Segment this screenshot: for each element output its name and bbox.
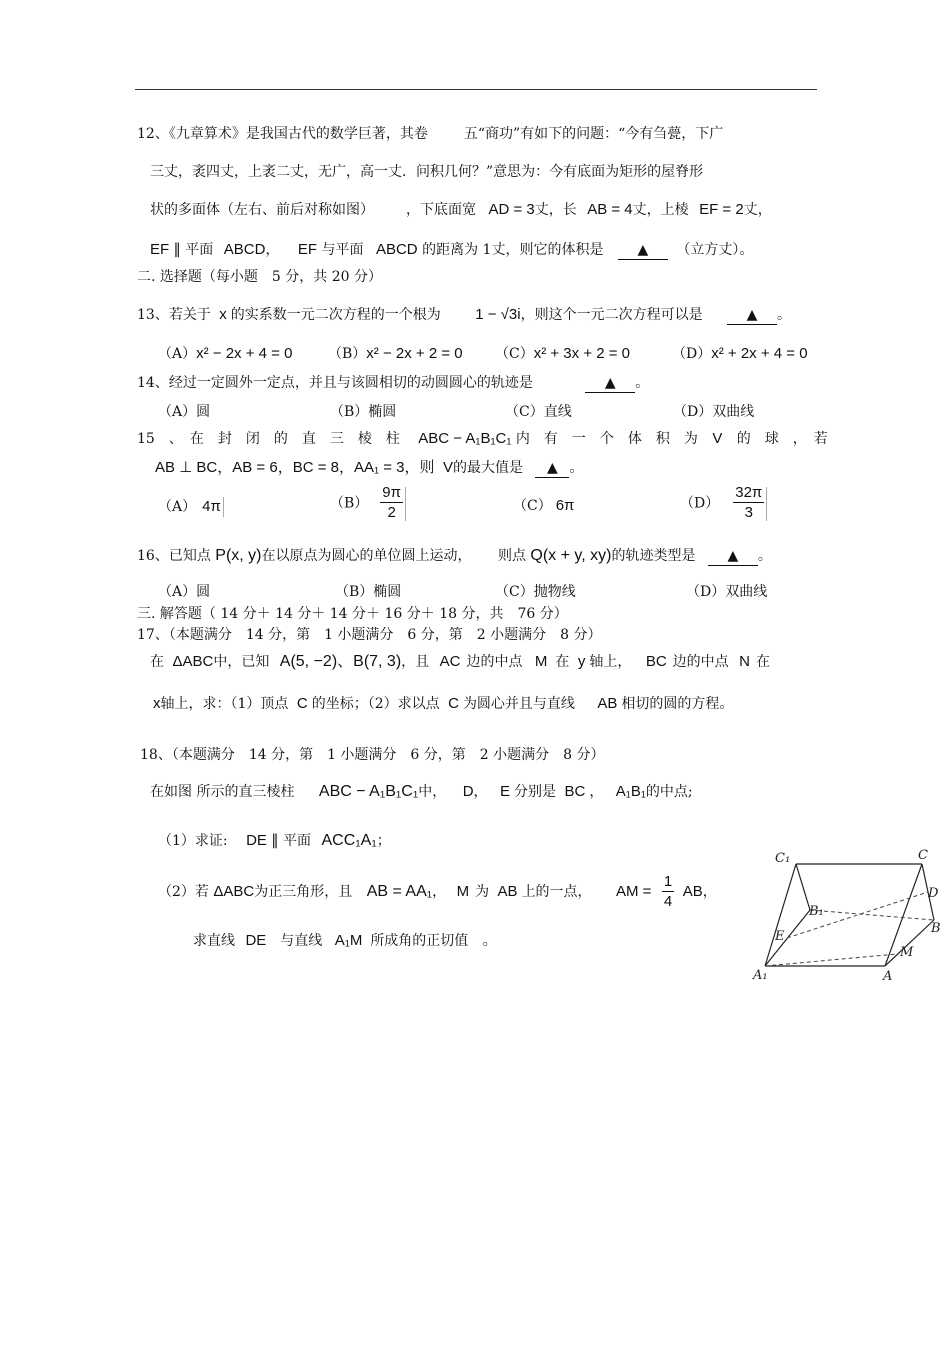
q17-text: 轴上， (589, 654, 632, 670)
math-plane: ACC₁A₁ (321, 832, 377, 849)
option-label: （C） (495, 346, 534, 362)
q13-text: 的实系数一元二次方程的一个根为 (230, 307, 441, 323)
q18-text: ， (432, 884, 447, 900)
q13-option-b[interactable] (328, 345, 463, 363)
q18-heading: 18、（本题满分 14 分，第 1 小题满分 6 分，第 2 小题满分 8 分） (140, 747, 605, 763)
math-de: DE ∥ (246, 832, 279, 849)
q12-text: 的距离为 1丈，则它的体积是 (422, 242, 604, 258)
q18-text: ， (589, 784, 604, 800)
answer-blank[interactable]: ▲ (585, 374, 635, 393)
math-bc: BC (564, 783, 586, 800)
q18-text: ， (702, 884, 717, 900)
option-expr: x² − 2x + 4 = 0 (196, 345, 293, 362)
math-fraction (662, 873, 674, 912)
fraction-numerator: 9π (382, 484, 401, 501)
q12-text: 与平面 (321, 242, 364, 258)
header-rule (135, 89, 817, 90)
q18-text: 。 (482, 933, 497, 949)
q16-text: 在以原点为圆心的单位圆上运动， (261, 548, 472, 564)
q18-part-1 (158, 832, 391, 850)
label-b: B (931, 921, 941, 936)
option-label: （B） (328, 346, 367, 362)
q17-text: 相切的圆的方程。 (621, 696, 734, 712)
q12-text: 12、《九章算术》是我国古代的数学巨著，其卷 (137, 126, 428, 142)
q15-option-c[interactable] (513, 497, 574, 515)
q14-stem (137, 374, 649, 393)
q17-line-2 (153, 695, 733, 713)
fraction-numerator: 1 (663, 872, 673, 890)
option-label: （D） (680, 495, 720, 512)
answer-blank[interactable]: ▲ (618, 241, 668, 260)
option-label: （D） (673, 404, 713, 420)
q18-text: 在如图 所示的直三棱柱 (150, 784, 295, 800)
q16-text: 。 (757, 548, 772, 564)
q12-line-1 (137, 125, 723, 143)
math-ef: EF = 2 (699, 201, 744, 218)
math-de: DE (245, 932, 267, 949)
prism-figure (745, 845, 945, 985)
q12-text: 丈， (743, 202, 772, 218)
option-label: （B） (335, 584, 374, 600)
option-label: （D） (686, 584, 726, 600)
math-conditions: AB ⊥ BC，AB = 6，BC = 8，AA₁ = 3，则 (155, 459, 435, 476)
answer-blank[interactable]: ▲ (535, 459, 569, 478)
math-ef-parallel: EF ∥ (150, 241, 181, 258)
q12-text: ，下底面宽 (406, 202, 476, 218)
math-v: V (712, 430, 723, 447)
fraction-numerator: 32π (735, 484, 763, 501)
math-d: D (462, 783, 474, 800)
option-text: 椭圆 (373, 584, 402, 600)
q14-option-a[interactable] (158, 403, 210, 421)
option-label: （A） (158, 584, 197, 600)
math-ab: AB = 4 (587, 201, 633, 218)
q15-line-2 (155, 459, 583, 478)
option-text: 双曲线 (725, 584, 768, 600)
label-a1: A₁ (753, 968, 768, 983)
q17-text: 边的中点 (466, 654, 523, 670)
math-c: C (296, 695, 308, 712)
divider (223, 497, 224, 517)
q18-text: （2）若 (158, 884, 209, 900)
math-abcd: ABCD (223, 241, 266, 258)
option-text: 抛物线 (533, 584, 576, 600)
option-fraction (380, 484, 403, 523)
label-b1: B₁ (809, 904, 824, 919)
q18-text: 分别是 (514, 784, 557, 800)
math-n: N (739, 653, 750, 670)
math-triangle: ΔABC (172, 653, 214, 670)
math-root: 1 − √3i (475, 306, 521, 323)
q12-line-2: 三丈，袤四丈，上袤二丈，无广，高一丈．问积几何？”意思为：今有底面为矩形的屋脊形 (150, 164, 704, 180)
q13-option-a[interactable] (158, 345, 292, 363)
q17-text: 中，已知 (213, 654, 270, 670)
q12-text: 状的多面体（左右、前后对称如图） (150, 202, 374, 218)
option-label: （A） (158, 346, 197, 362)
label-e: E (775, 929, 785, 944)
option-expr: x² + 2x + 4 = 0 (711, 345, 808, 362)
q15-text: 。 (569, 460, 584, 476)
q18-text: 为 (475, 884, 490, 900)
q14-text: 14、经过一定圆外一定点，并且与该圆相切的动圆圆心的轨迹是 (137, 375, 533, 391)
math-prism: ABC − A₁B₁C₁ (418, 430, 512, 447)
math-ab: AB (597, 695, 618, 712)
option-fraction (733, 484, 764, 523)
option-value: 4π (202, 498, 221, 515)
label-a: A (883, 969, 893, 984)
q17-text: 在 (555, 654, 570, 670)
q16-option-b[interactable] (335, 583, 401, 601)
math-abcd: ABCD (375, 241, 418, 258)
q15-text: 内 有 一 个 体 积 为 (515, 431, 698, 447)
option-text: 圆 (196, 404, 211, 420)
math-ad: AD = 3 (488, 201, 535, 218)
option-text: 直线 (543, 404, 572, 420)
q13-stem (137, 306, 791, 325)
math-ac: AC (439, 653, 461, 670)
section-3-heading: 三. 解答题（ 14 分＋ 14 分＋ 14 分＋ 16 分＋ 18 分，共 76 分） (137, 606, 568, 622)
segment-a1-m (765, 954, 897, 966)
math-bc: BC (645, 653, 667, 670)
option-label: （B） (330, 404, 369, 420)
q16-option-a[interactable] (158, 583, 210, 601)
q16-text: 16、已知点 (137, 548, 211, 564)
q17-text: 在 (150, 654, 164, 670)
fraction-denominator: 4 (663, 892, 673, 910)
q15-text: 15 、 在 封 闭 的 直 三 棱 柱 (137, 431, 400, 447)
math-triangle: ΔABC (213, 883, 255, 900)
divider (405, 487, 406, 521)
option-label: （B） (330, 495, 369, 512)
math-a1m: A₁M (334, 932, 363, 949)
q16-stem (137, 547, 772, 566)
q14-text: 。 (635, 375, 650, 391)
q16-text: 则点 (497, 548, 526, 564)
q14-option-d[interactable] (673, 403, 754, 421)
option-label: （C） (495, 584, 534, 600)
fraction-denominator: 3 (744, 504, 753, 521)
q18-text: 为正三角形，且 (254, 884, 353, 900)
q18-text: 中， (418, 784, 447, 800)
q17-text: 的坐标；（2）求以点 (311, 696, 440, 712)
option-label: （A） (158, 404, 197, 420)
math-ef: EF (297, 241, 318, 258)
option-text: 椭圆 (368, 404, 397, 420)
q18-text: 求直线 (193, 933, 235, 949)
q17-heading: 17、（本题满分 14 分，第 1 小题满分 6 分，第 2 小题满分 8 分） (137, 627, 602, 643)
q18-text: 上的一点， (521, 884, 592, 900)
q13-text: ，则这个一元二次方程可以是 (520, 307, 703, 323)
label-c1: C₁ (775, 851, 791, 866)
q18-text: （1）求证: (158, 833, 228, 849)
q18-text: 的中点; (645, 784, 693, 800)
math-m: M (534, 653, 548, 670)
q12-text: 丈，长 (534, 202, 577, 218)
option-expr: x² + 3x + 2 = 0 (533, 345, 631, 362)
label-m: M (900, 945, 914, 960)
q12-text: 丈，上棱 (632, 202, 689, 218)
q12-line-4 (150, 241, 753, 260)
q12-text: （立方丈）。 (676, 242, 754, 258)
q14-option-c[interactable] (505, 403, 572, 421)
q18-text: ； (376, 833, 391, 849)
option-label: （A） (158, 499, 197, 515)
math-points: A(5, −2)、B(7, 3) (279, 653, 402, 670)
q12-text: ， (265, 242, 280, 258)
math-m: M (456, 883, 470, 900)
q17-text: ，且 (401, 654, 430, 670)
q13-option-c[interactable] (495, 345, 630, 363)
q15-option-d[interactable] (680, 484, 767, 523)
q13-text: 13、若关于 (137, 307, 211, 323)
q15-text: 的 球 ， 若 (736, 431, 828, 447)
q15-line-1 (137, 430, 828, 448)
math-ab: AB (497, 883, 518, 900)
q17-text: 在 (755, 654, 770, 670)
math-c: C (448, 695, 459, 712)
q15-option-a[interactable] (158, 497, 224, 517)
option-label: （C） (513, 498, 552, 514)
q12-text: 五“商功”有如下的问题：“今有刍甍，下广 (463, 126, 724, 142)
math-prism: ABC − A₁B₁C₁ (318, 783, 419, 800)
q13-option-d[interactable] (672, 345, 808, 363)
edge-b1-b (810, 910, 934, 920)
option-value: 6π (555, 497, 575, 514)
q12-text: 平面 (185, 242, 214, 258)
q18-part-2-question (193, 932, 497, 950)
section-2-heading: 二. 选择题（每小题 5 分，共 20 分） (137, 269, 382, 285)
q17-text: 边的中点 (672, 654, 729, 670)
option-label: （C） (505, 404, 544, 420)
answer-blank[interactable]: ▲ (727, 306, 777, 325)
edge-c1-b1 (796, 864, 810, 910)
option-text: 双曲线 (712, 404, 755, 420)
math-x: x (219, 306, 227, 323)
q17-text: 为圆心并且与直线 (462, 696, 575, 712)
divider (766, 487, 767, 521)
math-e: E (500, 783, 511, 800)
q18-text: 与直线 (280, 933, 323, 949)
q18-text: 平面 (283, 833, 312, 849)
math-ab: AB (682, 883, 703, 900)
q16-text: 的轨迹类型是 (611, 548, 696, 564)
q15-option-b[interactable] (330, 484, 406, 523)
edge-c1-a1 (765, 864, 796, 966)
q15-text: 的最大值是 (452, 460, 523, 476)
q18-text: ， (473, 784, 488, 800)
q18-part-2 (158, 872, 717, 912)
option-text: 圆 (196, 584, 211, 600)
math-ab-aa1: AB = AA₁ (366, 883, 433, 900)
q17-text: 轴上，求：（1）顶点 (160, 696, 289, 712)
q16-option-c[interactable] (495, 583, 576, 601)
q17-line-1 (150, 653, 770, 671)
option-label: （D） (672, 346, 712, 362)
math-a1b1: A₁B₁ (615, 783, 646, 800)
q13-text: 。 (777, 307, 792, 323)
q18-text: 所成角的正切值 (370, 933, 469, 949)
math-v: V (442, 459, 453, 476)
math-am: AM = (616, 883, 652, 900)
label-d: D (928, 886, 939, 901)
math-y: y (577, 653, 586, 670)
option-expr: x² − 2x + 2 = 0 (366, 345, 463, 362)
label-c: C (918, 848, 928, 863)
q14-option-b[interactable] (330, 403, 396, 421)
fraction-denominator: 2 (387, 504, 396, 521)
answer-blank[interactable]: ▲ (708, 547, 758, 566)
math-p: P(x, y) (215, 547, 262, 564)
q12-line-3 (150, 201, 772, 219)
math-q: Q(x + y, xy) (530, 547, 612, 564)
q16-option-d[interactable] (686, 583, 767, 601)
q18-line-1 (150, 783, 693, 801)
math-x: x (153, 695, 161, 712)
